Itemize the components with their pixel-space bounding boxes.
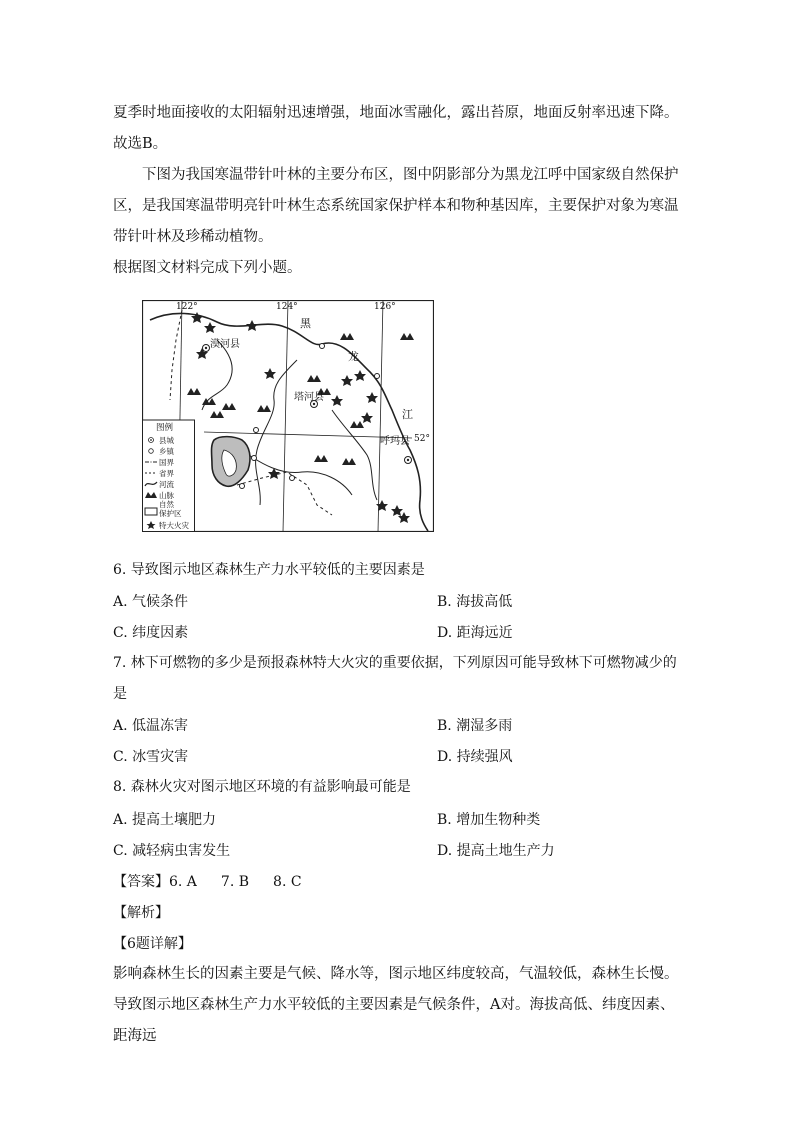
question-6-option-a: A. 气候条件 (113, 594, 189, 610)
legend-province-border-label: 省界 (159, 469, 174, 478)
river-label-jiang: 江 (402, 408, 413, 421)
town-symbol (320, 344, 325, 349)
answer-6: 6. A (169, 874, 197, 890)
detail-6-label: 【6题详解】 (113, 936, 192, 952)
question-8-option-a: A. 提高土壤肥力 (113, 812, 217, 828)
detail-6-text: 影响森林生长的因素主要是气候、降水等，图示地区纬度较高，气温较低，森林生长慢。导致图示地区森林生产力水平较低的主要因素是气候条件，A对。海拔高低、纬度因素、距海远 (113, 966, 679, 1044)
town-symbol (252, 456, 257, 461)
question-6-option-d: D. 距海远近 (437, 625, 513, 641)
passage-paragraph: 下图为我国寒温带针叶林的主要分布区，图中阴影部分为黑龙江呼中国家级自然保护区，是我国寒温带明亮针叶林生态系统国家保护样本和物种基因库，主要保护对象为寒温带针叶林及珍稀动植物。 (113, 167, 679, 245)
town-symbol (240, 484, 245, 489)
question-6-option-b: B. 海拔高低 (437, 594, 513, 610)
legend-national-border-label: 国界 (159, 458, 174, 467)
mohe-label: 漠河县 (210, 339, 240, 350)
river-label-hei: 黑 (300, 317, 311, 330)
question-7-option-a: A. 低温冻害 (113, 718, 189, 734)
question-8-stem: 8. 森林火灾对图示地区环境的有益影响最可能是 (113, 779, 411, 795)
legend-reserve-icon (145, 508, 157, 515)
question-6-option-c: C. 纬度因素 (113, 625, 189, 641)
latitude-52-label: 52° (414, 434, 430, 444)
river-label-long: 龙 (348, 350, 359, 363)
answer-label: 【答案】 (113, 874, 169, 890)
instruction-text: 根据图文材料完成下列小题。 (113, 260, 302, 276)
legend-reserve-label-2: 保护区 (159, 509, 182, 518)
legend-reserve-label-1: 自然 (159, 500, 174, 509)
map-legend (143, 420, 195, 532)
town-symbol (254, 428, 259, 433)
question-8-option-b: B. 增加生物种类 (437, 812, 541, 828)
forest-distribution-map (142, 300, 434, 532)
intro-paragraph: 夏季时地面接收的太阳辐射迅速增强，地面冰雪融化，露出苔原，地面反射率迅速下降。故选B。 (113, 105, 679, 152)
answer-line (113, 872, 326, 892)
question-8-option-c: C. 减轻病虫害发生 (113, 843, 231, 859)
question-7-stem: 7. 林下可燃物的多少是预报森林特大火灾的重要依据，下列原因可能导致林下可燃物减少的是 (113, 655, 677, 702)
huma-label: 呼玛县 (380, 436, 410, 447)
analysis-label: 【解析】 (113, 905, 169, 921)
question-8-option-d: D. 提高土地生产力 (437, 843, 555, 859)
longitude-122-label: 122° (176, 302, 198, 312)
legend-river-label: 河流 (159, 480, 174, 489)
town-symbol (290, 476, 295, 481)
longitude-124-label: 124° (276, 302, 298, 312)
answer-7: 7. B (220, 874, 250, 890)
question-7-option-c: C. 冰雪灾害 (113, 749, 189, 765)
legend-fire-label: 特大火灾 (159, 521, 189, 530)
legend-town-label: 乡镇 (159, 447, 174, 456)
tahe-label: 塔河县 (294, 392, 324, 403)
legend-county-label: 县城 (159, 436, 174, 445)
longitude-126-label: 126° (374, 302, 396, 312)
legend-town-icon (149, 449, 154, 454)
legend-mountain-label: 山脉 (159, 491, 174, 500)
legend-title: 图例 (156, 423, 174, 433)
question-7-option-b: B. 潮湿多雨 (437, 718, 513, 734)
question-6-stem: 6. 导致图示地区森林生产力水平较低的主要因素是 (113, 562, 425, 578)
town-symbol (375, 374, 380, 379)
answer-8: 8. C (273, 874, 302, 890)
question-7-option-d: D. 持续强风 (437, 749, 513, 765)
